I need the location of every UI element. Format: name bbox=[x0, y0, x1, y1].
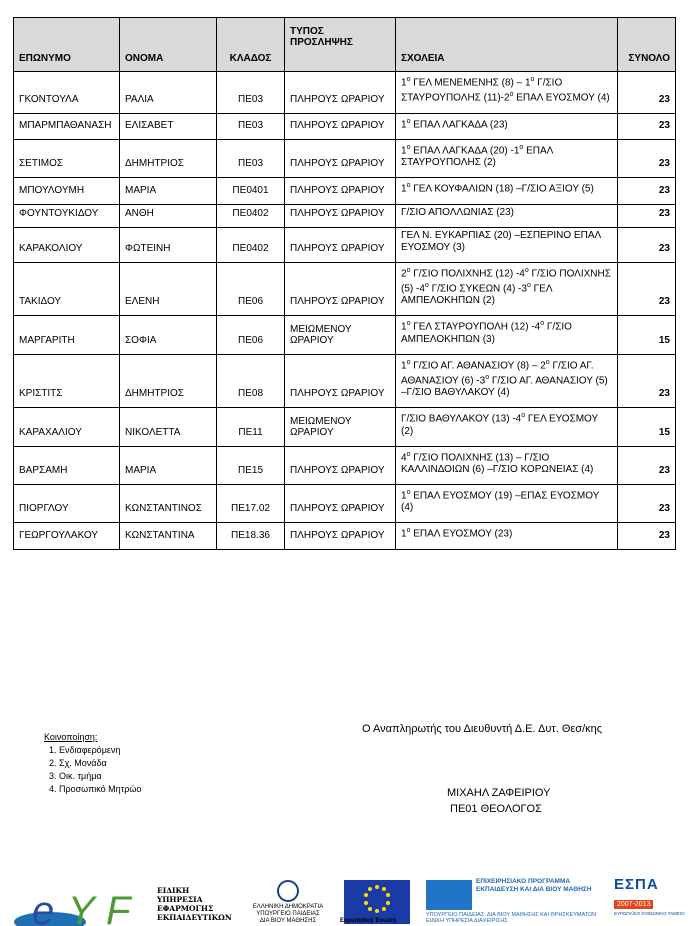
table-header-row bbox=[14, 18, 676, 72]
cell-name: ΚΩΝΣΤΑΝΤΙΝΟΣ bbox=[120, 484, 217, 522]
header-typos bbox=[285, 18, 396, 72]
table-row bbox=[14, 354, 676, 408]
cell-name: ΚΩΝΣΤΑΝΤΙΝΑ bbox=[120, 523, 217, 549]
eyf-text-line: ΕΦΑΡΜΟΓΗΣ bbox=[157, 904, 214, 913]
espa-years: 2007-2013 bbox=[614, 900, 653, 909]
cell-surname: ΜΠΑΡΜΠΑΘΑΝΑΣΗ bbox=[14, 113, 120, 139]
koinopoiisi-item: 3. Οικ. τμήμα bbox=[59, 770, 141, 783]
cell-schools: $1^o$ ΕΠΑΛ ΕΥΟΣΜΟΥ (23) bbox=[396, 523, 618, 549]
cell-schools: $2^o$ Γ/ΣΙΟ ΠΟΛΙΧΝΗΣ (12) $-4^o$ Γ/ΣΙΟ ΠΟΛΙΧΝΗΣ (5) $-4^o$ Γ/ΣΙΟ ΣΥΚΕΩΝ (4) $-3^o$ ΓΕΛ ΑΜΠΕΛΟΚΗΠΩΝ (2) bbox=[396, 262, 618, 316]
cell-klados: ΠΕ06 bbox=[217, 316, 285, 354]
cell-typos: ΠΛΗΡΟΥΣ ΩΡΑΡΙΟΥ bbox=[285, 113, 396, 139]
svg-text:Y: Y bbox=[68, 889, 95, 926]
gov-text-line: ΕΛΛΗΝΙΚΗ ΔΗΜΟΚΡΑΤΙΑ bbox=[252, 904, 324, 910]
cell-typos: ΠΛΗΡΟΥΣ ΩΡΑΡΙΟΥ bbox=[285, 227, 396, 262]
cell-surname: ΤΑΚΙΔΟΥ bbox=[14, 262, 120, 316]
espa-sub: ΕΥΡΩΠΑΪΚΟ ΚΟΙΝΩΝΙΚΟ ΤΑΜΕΙΟ bbox=[614, 911, 685, 916]
cell-klados: ΠΕ03 bbox=[217, 72, 285, 114]
footer-logos bbox=[0, 872, 697, 926]
cell-total: 23 bbox=[618, 262, 676, 316]
cell-total: 23 bbox=[618, 139, 676, 177]
cell-typos: ΜΕΙΩΜΕΝΟΥ ΩΡΑΡΙΟΥ bbox=[285, 316, 396, 354]
op-title-line: ΕΚΠΑΙΔΕΥΣΗ ΚΑΙ ΔΙΑ ΒΙΟΥ ΜΑΘΗΣΗ bbox=[476, 886, 592, 893]
table-row bbox=[14, 72, 676, 114]
espa-word: ΕΣΠΑ bbox=[614, 876, 659, 893]
cell-typos: ΠΛΗΡΟΥΣ ΩΡΑΡΙΟΥ bbox=[285, 72, 396, 114]
cell-total: 23 bbox=[618, 178, 676, 204]
cell-surname: ΚΑΡΑΚΟΛΙΟΥ bbox=[14, 227, 120, 262]
cell-name: ΡΑΛΙΑ bbox=[120, 72, 217, 114]
table-row bbox=[14, 227, 676, 262]
op-title bbox=[476, 878, 592, 894]
cell-klados: ΠΕ17.02 bbox=[217, 484, 285, 522]
table-row bbox=[14, 523, 676, 549]
table-row bbox=[14, 262, 676, 316]
gov-text-line: ΔΙΑ ΒΙΟΥ ΜΑΘΗΣΗΣ bbox=[259, 918, 317, 924]
table-row bbox=[14, 178, 676, 204]
cell-typos: ΠΛΗΡΟΥΣ ΩΡΑΡΙΟΥ bbox=[285, 354, 396, 408]
cell-klados: ΠΕ11 bbox=[217, 408, 285, 446]
cell-schools: $1^o$ ΕΠΑΛ ΛΑΓΚΑΔΑ (23) bbox=[396, 113, 618, 139]
header-onoma: ΟΝΟΜΑ bbox=[120, 18, 217, 72]
cell-schools: $1^o$ ΕΠΑΛ ΛΑΓΚΑΔΑ (20) $-1^o$ ΕΠΑΛ ΣΤΑΥΡΟΥΠΟΛΗΣ (2) bbox=[396, 139, 618, 177]
cell-surname: ΓΚΟΝΤΟΥΛΑ bbox=[14, 72, 120, 114]
koinopoiisi-item: 2. Σχ. Μονάδα bbox=[59, 757, 141, 770]
cell-typos: ΠΛΗΡΟΥΣ ΩΡΑΡΙΟΥ bbox=[285, 446, 396, 484]
cell-surname: ΚΡΙΣΤΙΤΣ bbox=[14, 354, 120, 408]
op-education-logo bbox=[426, 878, 608, 924]
eyf-text bbox=[157, 886, 232, 922]
cell-klados: ΠΕ0402 bbox=[217, 204, 285, 227]
eyf-text-line: ΕΚΠΑΙΔΕΥΤΙΚΩΝ bbox=[157, 913, 232, 922]
koinopoiisi-title: Κοινοποίηση: bbox=[44, 732, 98, 742]
cell-surname: ΜΠΟΥΛΟΥΜΗ bbox=[14, 178, 120, 204]
op-sub-line: ΕΙΔΙΚΗ ΥΠΗΡΕΣΙΑ ΔΙΑΧΕΙΡΙΣΗΣ bbox=[426, 918, 508, 924]
header-synolo: ΣΥΝΟΛΟ bbox=[618, 18, 676, 72]
cell-total: 23 bbox=[618, 72, 676, 114]
gov-text-line: ΥΠΟΥΡΓΕΙΟ ΠΑΙΔΕΙΑΣ bbox=[256, 911, 320, 917]
eyf-logo-icon bbox=[10, 882, 150, 926]
koinopoiisi-block bbox=[44, 731, 141, 796]
op-banner-icon bbox=[426, 880, 472, 910]
cell-name: ΔΗΜΗΤΡΙΟΣ bbox=[120, 139, 217, 177]
cell-klados: ΠΕ15 bbox=[217, 446, 285, 484]
table-row bbox=[14, 139, 676, 177]
table-row bbox=[14, 408, 676, 446]
koinopoiisi-item: 1. Ενδιαφερόμενη bbox=[59, 744, 141, 757]
cell-klados: ΠΕ18.36 bbox=[217, 523, 285, 549]
emblem-icon bbox=[277, 880, 299, 902]
cell-klados: ΠΕ03 bbox=[217, 139, 285, 177]
staff-table bbox=[13, 17, 676, 550]
cell-name: ΔΗΜΗΤΡΙΟΣ bbox=[120, 354, 217, 408]
cell-klados: ΠΕ0401 bbox=[217, 178, 285, 204]
cell-schools: $1^o$ ΕΠΑΛ ΕΥΟΣΜΟΥ (19) –ΕΠΑΣ ΕΥΟΣΜΟΥ (4) bbox=[396, 484, 618, 522]
koinopoiisi-list bbox=[44, 744, 141, 796]
header-typos-line1: ΤΥΠΟΣ bbox=[290, 26, 324, 37]
cell-typos: ΜΕΙΩΜΕΝΟΥ ΩΡΑΡΙΟΥ bbox=[285, 408, 396, 446]
signature-role: Ο Αναπληρωτής του Διευθυντή Δ.Ε. Δυτ. Θεσ/κης bbox=[362, 723, 603, 735]
table-row bbox=[14, 204, 676, 227]
table-row bbox=[14, 484, 676, 522]
op-title-line: ΕΠΙΧΕΙΡΗΣΙΑΚΟ ΠΡΟΓΡΑΜΜΑ bbox=[476, 878, 571, 885]
cell-typos: ΠΛΗΡΟΥΣ ΩΡΑΡΙΟΥ bbox=[285, 139, 396, 177]
op-sub-line: ΥΠΟΥΡΓΕΙΟ ΠΑΙΔΕΙΑΣ, ΔΙΑ ΒΙΟΥ ΜΑΘΗΣΗΣ ΚΑΙ ΘΡΗΣΚΕΥΜΑΤΩΝ bbox=[426, 912, 597, 918]
cell-klados: ΠΕ06 bbox=[217, 262, 285, 316]
svg-text:F: F bbox=[106, 889, 131, 926]
cell-klados: ΠΕ0402 bbox=[217, 227, 285, 262]
cell-typos: ΠΛΗΡΟΥΣ ΩΡΑΡΙΟΥ bbox=[285, 204, 396, 227]
cell-name: ΑΝΘΗ bbox=[120, 204, 217, 227]
espa-logo bbox=[614, 876, 694, 926]
cell-total: 15 bbox=[618, 316, 676, 354]
cell-surname: ΜΑΡΓΑΡΙΤΗ bbox=[14, 316, 120, 354]
cell-total: 15 bbox=[618, 408, 676, 446]
cell-klados: ΠΕ08 bbox=[217, 354, 285, 408]
cell-schools: Γ/ΣΙΟ ΑΠΟΛΛΩΝΙΑΣ (23) bbox=[396, 204, 618, 227]
cell-name: ΝΙΚΟΛΕΤΤΑ bbox=[120, 408, 217, 446]
cell-surname: ΓΕΩΡΓΟΥΛΑΚΟΥ bbox=[14, 523, 120, 549]
cell-surname: ΦΟΥΝΤΟΥΚΙΔΟΥ bbox=[14, 204, 120, 227]
cell-surname: ΣΕΤΙΜΟΣ bbox=[14, 139, 120, 177]
cell-typos: ΠΛΗΡΟΥΣ ΩΡΑΡΙΟΥ bbox=[285, 484, 396, 522]
table-row bbox=[14, 316, 676, 354]
signature-title: ΠΕ01 ΘΕΟΛΟΓΟΣ bbox=[450, 803, 542, 815]
cell-name: ΕΛΕΝΗ bbox=[120, 262, 217, 316]
op-sub bbox=[426, 912, 596, 924]
cell-total: 23 bbox=[618, 484, 676, 522]
svg-text:e: e bbox=[32, 889, 55, 926]
cell-total: 23 bbox=[618, 204, 676, 227]
cell-surname: ΒΑΡΣΑΜΗ bbox=[14, 446, 120, 484]
cell-schools: ΓΕΛ Ν. ΕΥΚΑΡΠΙΑΣ (20) –ΕΣΠΕΡΙΝΟ ΕΠΑΛ ΕΥΟΣΜΟΥ (3) bbox=[396, 227, 618, 262]
cell-schools: $4^o$ Γ/ΣΙΟ ΠΟΛΙΧΝΗΣ (13) – Γ/ΣΙΟ ΚΑΛΛΙΝΔΟΙΩΝ (6) –Γ/ΣΙΟ ΚΟΡΩΝΕΙΑΣ (4) bbox=[396, 446, 618, 484]
header-klados: ΚΛΑΔΟΣ bbox=[217, 18, 285, 72]
cell-typos: ΠΛΗΡΟΥΣ ΩΡΑΡΙΟΥ bbox=[285, 178, 396, 204]
koinopoiisi-item: 4. Προσωπικό Μητρώο bbox=[59, 783, 141, 796]
cell-klados: ΠΕ03 bbox=[217, 113, 285, 139]
cell-surname: ΠΙΟΡΓΛΟΥ bbox=[14, 484, 120, 522]
cell-name: ΜΑΡΙΑ bbox=[120, 178, 217, 204]
cell-total: 23 bbox=[618, 113, 676, 139]
cell-schools: $1^o$ ΓΕΛ ΚΟΥΦΑΛΙΩΝ (18) –Γ/ΣΙΟ ΑΞΙΟΥ (5) bbox=[396, 178, 618, 204]
cell-name: ΣΟΦΙΑ bbox=[120, 316, 217, 354]
table-row bbox=[14, 446, 676, 484]
eu-label: Ευρωπαϊκή Ένωση bbox=[340, 918, 396, 924]
cell-total: 23 bbox=[618, 446, 676, 484]
header-scholeia: ΣΧΟΛΕΙΑ bbox=[396, 18, 618, 72]
cell-name: ΦΩΤΕΙΝΗ bbox=[120, 227, 217, 262]
cell-surname: ΚΑΡΑΧΑΛΙΟΥ bbox=[14, 408, 120, 446]
cell-total: 23 bbox=[618, 523, 676, 549]
eyf-text-line: ΕΙΔΙΚΗ bbox=[157, 886, 190, 895]
cell-typos: ΠΛΗΡΟΥΣ ΩΡΑΡΙΟΥ bbox=[285, 262, 396, 316]
cell-name: ΕΛΙΣΑΒΕΤ bbox=[120, 113, 217, 139]
cell-total: 23 bbox=[618, 227, 676, 262]
greek-republic-logo bbox=[238, 880, 338, 925]
cell-name: ΜΑΡΙΑ bbox=[120, 446, 217, 484]
cell-schools: $1^o$ ΓΕΛ ΣΤΑΥΡΟΥΠΟΛΗ (12) $-4^o$ Γ/ΣΙΟ ΑΜΠΕΛΟΚΗΠΩΝ (3) bbox=[396, 316, 618, 354]
cell-schools: Γ/ΣΙΟ ΒΑΘΥΛΑΚΟΥ (13) $-4^o$ ΓΕΛ ΕΥΟΣΜΟΥ (2) bbox=[396, 408, 618, 446]
eyf-text-line: ΥΠΗΡΕΣΙΑ bbox=[157, 895, 203, 904]
cell-typos: ΠΛΗΡΟΥΣ ΩΡΑΡΙΟΥ bbox=[285, 523, 396, 549]
cell-schools: $1^o$ ΓΕΛ ΜΕΝΕΜΕΝΗΣ $(8) - 1^o$ Γ/ΣΙΟ ΣΤΑΥΡΟΥΠΟΛΗΣ $(11)-2^o$ ΕΠΑΛ ΕΥΟΣΜΟΥ (4) bbox=[396, 72, 618, 114]
header-eponymo: ΕΠΩΝΥΜΟ bbox=[14, 18, 120, 72]
signature-name: ΜΙΧΑΗΛ ΖΑΦΕΙΡΙΟΥ bbox=[447, 787, 551, 799]
cell-total: 23 bbox=[618, 354, 676, 408]
header-typos-line2: ΠΡΟΣΛΗΨΗΣ bbox=[290, 37, 353, 48]
table-row bbox=[14, 113, 676, 139]
cell-schools: $1^o$ Γ/ΣΙΟ ΑΓ. ΑΘΑΝΑΣΙΟΥ $(8) - 2^o$ Γ/ΣΙΟ ΑΓ. ΑΘΑΝΑΣΙΟΥ (6) $-3^o$ Γ/ΣΙΟ ΑΓ. ΑΘΑΝΑΣΙΟΥ (5) –Γ/ΣΙΟ ΒΑΘΥΛΑΚΟΥ (4) bbox=[396, 354, 618, 408]
